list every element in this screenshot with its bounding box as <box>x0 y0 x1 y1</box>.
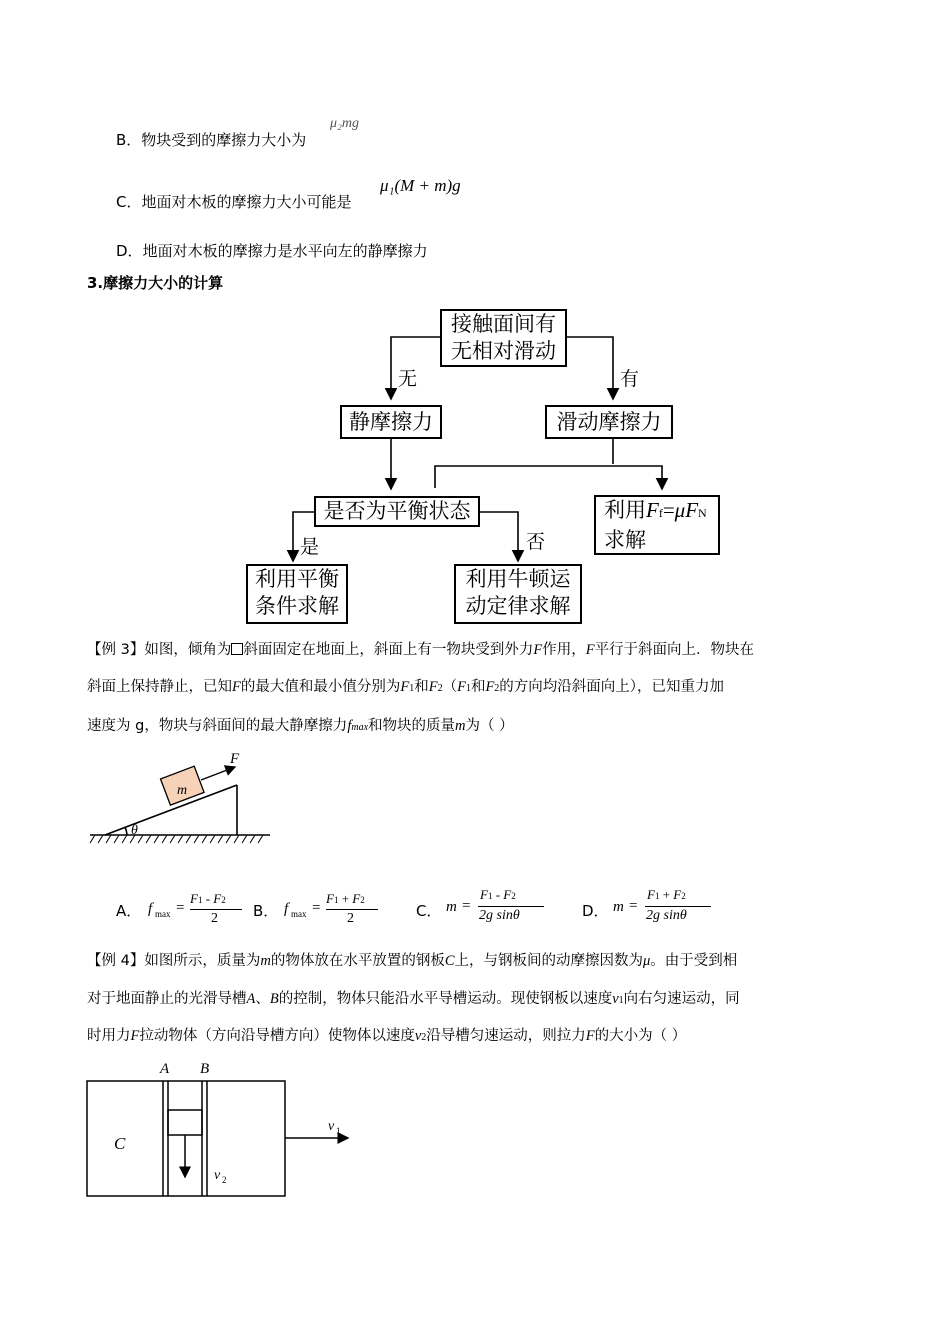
ex3-b-na-sub: 1 <box>333 895 339 905</box>
ex3-option-c-formula: m = F1 - F2 2g sinθ <box>444 885 554 931</box>
mass-label: m <box>177 783 188 798</box>
option-c-text: 地面对木板的摩擦力大小可能是 <box>141 193 352 211</box>
example3-paren: （ <box>442 679 458 695</box>
ex3-option-a-label: A． <box>116 902 142 920</box>
example4-A: A <box>246 991 256 1007</box>
flow-formula-mu: μ <box>674 498 686 522</box>
example4-l2a: 对于地面静止的光滑导槽 <box>87 991 247 1007</box>
option-c-label: C． <box>116 193 142 211</box>
flow-formula-eq: = <box>662 498 675 522</box>
example3-Fa-sub: 1 <box>409 683 415 694</box>
flow-formula-prefix: 利用 <box>604 498 646 522</box>
example4-F: F <box>130 1028 140 1044</box>
flow-root-line1: 接触面间有 <box>451 312 556 336</box>
example3-Fa: F <box>400 679 410 695</box>
slot-a-label: A <box>160 1061 170 1077</box>
example3-Fb: F <box>428 679 438 695</box>
ex3-c-den: 2g sinθ <box>479 908 520 923</box>
ex3-c-na: F <box>480 887 488 902</box>
ex3-a-op: - <box>205 891 211 906</box>
example3-line3 <box>87 709 514 745</box>
flow-newton-box <box>454 564 582 624</box>
ex3-option-a-formula: f max = F1 - F2 2 <box>146 887 256 931</box>
example3-text2: 斜面固定在地面上，斜面上有一物块受到外力 <box>243 642 534 658</box>
example3-pand: 和 <box>470 679 486 695</box>
ex3-d-op: + <box>662 887 671 902</box>
flow-root-line2: 无相对滑动 <box>451 339 556 363</box>
example3-pF2: F <box>485 679 495 695</box>
v1-label: v <box>328 1119 335 1134</box>
example3-fmax: f <box>347 718 352 734</box>
example4-line1 <box>87 944 737 978</box>
example3-F1: F <box>533 642 543 658</box>
ex3-d-den: 2g sinθ <box>646 908 687 923</box>
example4-v2: v <box>414 1028 422 1044</box>
ex3-b-op: + <box>341 891 350 906</box>
ex3-b-na: F <box>326 891 334 906</box>
example4-l2c: 向右匀速运动，同 <box>623 991 740 1007</box>
example3-text1: 如图，倾角为 <box>144 642 232 658</box>
ex3-b-lhs-sub: max <box>291 909 307 919</box>
example4-v1-sub: 1 <box>618 995 624 1006</box>
ex3-a-lhs: f <box>148 901 153 917</box>
flow-root-box <box>440 309 567 367</box>
example3-fmax-sub: max <box>351 722 369 733</box>
example3-line2F: F <box>232 679 241 695</box>
ex3-d-nb: F <box>673 887 682 902</box>
example3-and: 和 <box>414 679 429 695</box>
example3-pF1: F <box>457 679 466 695</box>
option-d-text: 地面对木板的摩擦力是水平向左的静摩擦力 <box>142 242 428 260</box>
ex3-d-na-sub: 1 <box>654 891 660 901</box>
ex3-a-lhs-sub: max <box>155 909 171 919</box>
example3-tag: 【例 3】 <box>87 642 145 658</box>
example3-pF1-sub: 1 <box>465 683 471 694</box>
example4-F2: F <box>585 1028 595 1044</box>
example3-line2 <box>87 670 724 706</box>
example4-l1a: 如图所示，质量为 <box>144 953 261 969</box>
ex3-c-lhs: m <box>446 899 457 915</box>
guide-slot-figure <box>80 1055 370 1205</box>
option-b-text: 物块受到的摩擦力大小为 <box>141 131 307 149</box>
ex3-b-den: 2 <box>347 911 354 926</box>
option-c-formula: μ₁(M + m)g <box>380 176 461 195</box>
example3-text3: 作用， <box>542 642 586 658</box>
option-b-formula: μ₂mg <box>330 116 360 131</box>
ex3-c-nb: F <box>503 887 512 902</box>
example4-l3b: 拉动物体（方向沿导槽方向）使物体以速度 <box>139 1028 415 1044</box>
example4-l3c: 沿导槽匀速运动，则拉力 <box>426 1028 586 1044</box>
flow-equilibrium-box <box>246 564 348 624</box>
object-block <box>168 1110 202 1135</box>
missing-symbol-icon <box>231 643 243 655</box>
ex3-d-na: F <box>647 887 655 902</box>
ex3-option-d-formula: m = F1 + F2 2g sinθ <box>611 885 721 931</box>
example3-line3b: 和物块的质量 <box>368 718 456 734</box>
example4-l2b: 的控制，物体只能沿水平导槽运动。现使钢板以速度 <box>278 991 613 1007</box>
v1-label-sub: 1 <box>336 1126 341 1136</box>
flow-balance-box: 是否为平衡状态 <box>314 496 480 527</box>
flow-formula-box <box>594 495 720 555</box>
ex3-a-na-sub: 1 <box>197 895 203 905</box>
example3-pF2-sub: 2 <box>494 683 500 694</box>
flow-equilibrium-line2: 条件求解 <box>255 594 339 618</box>
v2-label-sub: 2 <box>222 1175 227 1185</box>
ex3-a-den: 2 <box>211 911 218 926</box>
flow-branch-yes: 有 <box>620 368 640 390</box>
ex3-a-nb: F <box>213 891 222 906</box>
example4-v2-sub: 2 <box>421 1032 427 1043</box>
ex3-c-op: - <box>495 887 501 902</box>
force-arrow <box>201 767 235 780</box>
section-title: 3.摩擦力大小的计算 <box>87 274 224 292</box>
flow-equilibrium-line1: 利用平衡 <box>255 567 339 591</box>
ex3-b-nb-sub: 2 <box>360 895 365 905</box>
example4-l3d: 的大小为（ ） <box>594 1028 687 1044</box>
example4-l1c: 上，与钢板间的动摩擦因数为 <box>454 953 643 969</box>
option-b-label: B． <box>116 131 142 149</box>
flow-formula-line2: 求解 <box>604 528 646 552</box>
flow-newton-line2: 动定律求解 <box>465 594 571 618</box>
example3-line2a: 斜面上保持静止，已知 <box>87 679 232 695</box>
ex3-b-nb: F <box>352 891 361 906</box>
flow-formula-FN: F <box>685 498 699 522</box>
angle-label: θ <box>131 823 138 838</box>
ex3-option-d-label: D． <box>582 902 609 920</box>
example3-text4: 平行于斜面向上．物块在 <box>594 642 755 658</box>
example3-paren-rest: 的方向均沿斜面向上），已知重力加 <box>499 679 725 695</box>
flow-static-box: 静摩擦力 <box>340 405 442 439</box>
example3-line3c: 为（ ） <box>465 718 514 734</box>
flow-formula-N-sub: N <box>698 506 707 520</box>
flow-formula-f-sub: f <box>658 506 663 520</box>
example4-v1: v <box>612 991 619 1007</box>
example3-line1 <box>87 633 754 667</box>
ex3-option-c-label: C． <box>416 902 442 920</box>
ex3-option-b-formula: f max = F1 + F2 2 <box>282 887 392 931</box>
slot-b-label: B <box>200 1061 210 1077</box>
example4-tag: 【例 4】 <box>87 953 145 969</box>
force-label: F <box>230 751 240 767</box>
v2-label: v <box>214 1168 221 1183</box>
example4-line2 <box>87 982 740 1018</box>
ex3-option-b-label: B． <box>253 902 279 920</box>
ex3-a-na: F <box>190 891 198 906</box>
plate-c-label: C <box>114 1134 126 1153</box>
flow-yes-label: 是 <box>300 536 320 558</box>
example3-F2: F <box>585 642 595 658</box>
example3-line3a: 速度为 g，物块与斜面间的最大静摩擦力 <box>87 718 348 734</box>
ex3-c-na-sub: 1 <box>487 891 493 901</box>
ex3-d-nb-sub: 2 <box>681 891 686 901</box>
flow-no-label: 否 <box>526 531 546 553</box>
example4-l1d: 。由于受到相 <box>650 953 738 969</box>
option-d-label: D． <box>116 242 143 260</box>
ex3-b-lhs: f <box>284 901 289 917</box>
ex3-d-lhs: m <box>613 899 624 915</box>
flow-sliding-box: 滑动摩擦力 <box>545 405 673 439</box>
example3-m: m <box>455 718 466 734</box>
example3-line2b: 的最大值和最小值分别为 <box>240 679 401 695</box>
example4-C: C <box>444 953 455 969</box>
ex3-a-nb-sub: 2 <box>221 895 226 905</box>
ex3-c-nb-sub: 2 <box>511 891 516 901</box>
flow-newton-line1: 利用牛顿运 <box>465 567 571 591</box>
flow-branch-no: 无 <box>398 368 418 390</box>
example4-mu: μ <box>643 953 651 969</box>
example4-sep: 、 <box>255 991 270 1007</box>
example3-Fb-sub: 2 <box>437 683 443 694</box>
flow-formula-F: F <box>646 498 659 522</box>
incline-figure <box>85 745 275 850</box>
example4-line3 <box>87 1019 686 1055</box>
example4-l1b: 的物体放在水平放置的钢板 <box>270 953 445 969</box>
example4-m: m <box>260 953 271 969</box>
example4-B: B <box>269 991 279 1007</box>
example4-l3a: 时用力 <box>87 1028 131 1044</box>
